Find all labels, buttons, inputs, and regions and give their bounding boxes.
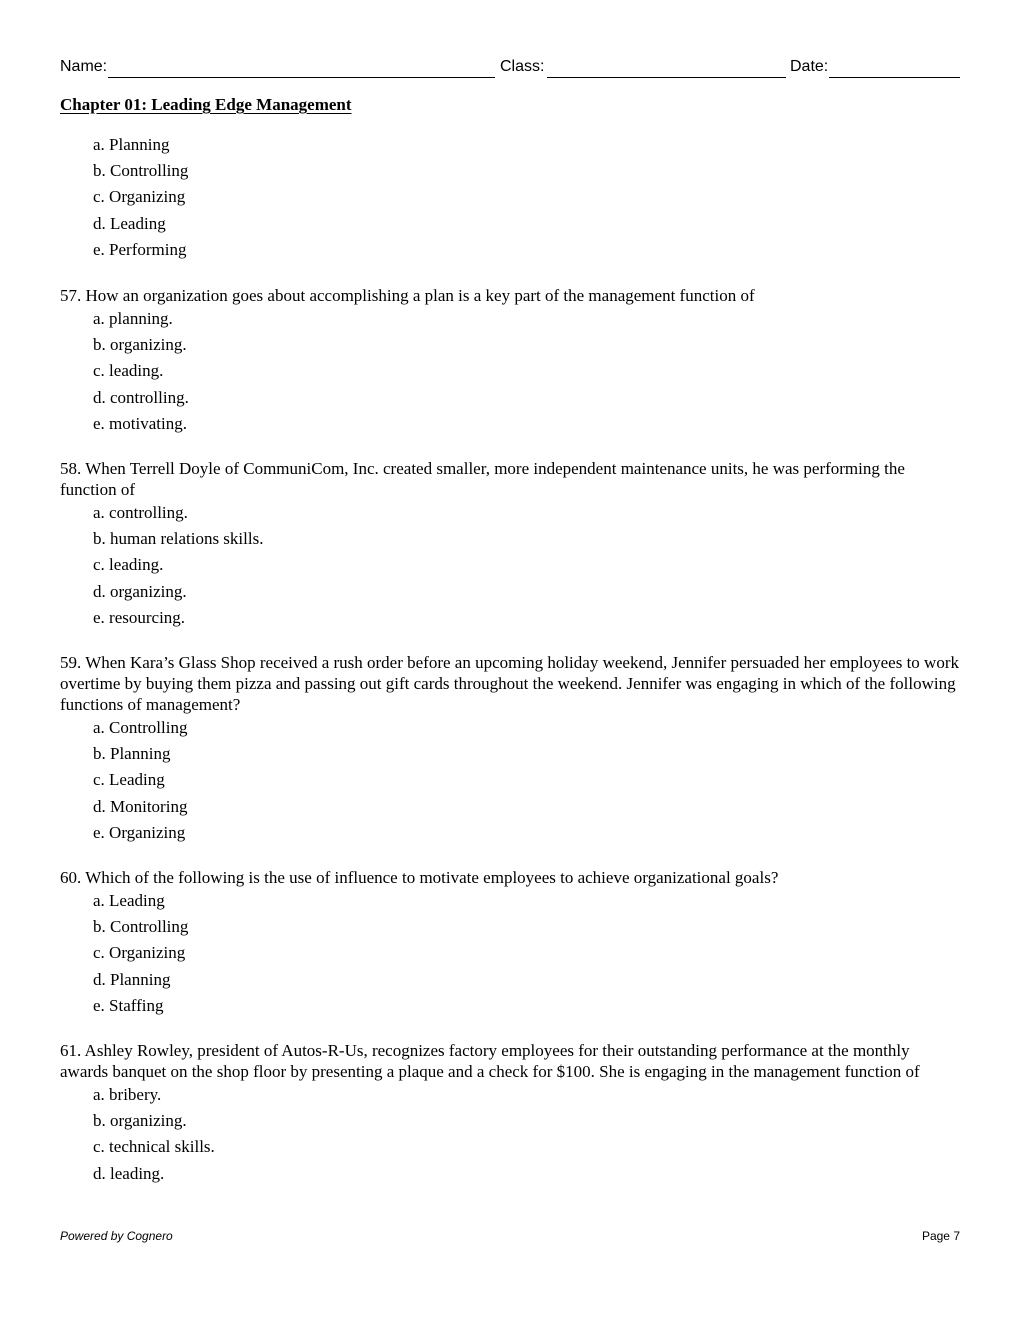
answer-option: e. Performing	[93, 239, 187, 259]
answer-option: a. Planning	[93, 135, 170, 154]
answer-option: b. Planning	[93, 744, 171, 764]
date-field[interactable]	[829, 77, 960, 78]
option-list	[93, 716, 960, 847]
question-59	[60, 652, 960, 847]
answer-option: d. controlling.	[93, 387, 189, 407]
class-field[interactable]	[547, 77, 786, 78]
answer-option: a. controlling.	[93, 503, 188, 522]
answer-option: d. Leading	[93, 213, 166, 233]
page-footer	[60, 1229, 960, 1245]
question-61	[60, 1040, 960, 1188]
answer-option: a. Leading	[93, 891, 165, 910]
worksheet-header	[60, 58, 960, 82]
question-stem: 57. How an organization goes about accomplishing a plan is a key part of the management function of	[60, 286, 755, 305]
class-label: Class:	[500, 58, 545, 75]
name-field[interactable]	[108, 77, 495, 78]
answer-option: b. Controlling	[93, 161, 189, 181]
answer-option: e. Organizing	[93, 822, 186, 842]
question-stem: 58. When Terrell Doyle of CommuniCom, Inc. created smaller, more independent maintenance units, he was performing the function of	[60, 459, 905, 499]
continued-option-list	[93, 133, 188, 264]
answer-option: a. Controlling	[93, 718, 188, 737]
name-label: Name:	[60, 58, 108, 75]
answer-option: c. Organizing	[93, 943, 186, 963]
answer-option: b. human relations skills.	[93, 529, 264, 549]
question-58	[60, 458, 960, 632]
answer-option: b. Controlling	[93, 917, 189, 937]
answer-option: d. Planning	[93, 969, 171, 989]
question-stem: 60. Which of the following is the use of influence to motivate employees to achieve organizational goals?	[60, 868, 779, 887]
answer-option: c. leading.	[93, 555, 164, 575]
date-label: Date:	[790, 58, 829, 75]
chapter-title: Chapter 01: Leading Edge Management	[60, 95, 352, 114]
option-list	[93, 307, 960, 438]
answer-option: d. Monitoring	[93, 796, 188, 816]
answer-option: c. Organizing	[93, 187, 186, 207]
question-stem: 61. Ashley Rowley, president of Autos-R-Us, recognizes factory employees for their outstanding performance at the monthly awards banquet on the shop floor by presenting a plaque and a check for $100. She is engaging in the management function of	[60, 1041, 920, 1081]
question-60	[60, 867, 960, 1020]
answer-option: b. organizing.	[93, 335, 187, 355]
answer-option: e. motivating.	[93, 413, 187, 433]
answer-option: c. technical skills.	[93, 1137, 215, 1157]
answer-option: e. Staffing	[93, 995, 164, 1015]
option-list	[93, 1083, 960, 1188]
answer-option: c. leading.	[93, 361, 164, 381]
answer-option: d. organizing.	[93, 581, 187, 601]
option-list	[93, 889, 960, 1020]
page-number: Page 7	[921, 1229, 960, 1243]
powered-by-label: Powered by Cognero	[60, 1229, 173, 1243]
answer-option: c. Leading	[93, 770, 165, 790]
answer-option: a. bribery.	[93, 1085, 162, 1104]
answer-option: a. planning.	[93, 309, 173, 328]
option-list	[93, 501, 960, 632]
answer-option: b. organizing.	[93, 1111, 187, 1131]
answer-option: e. resourcing.	[93, 607, 186, 627]
question-stem: 59. When Kara’s Glass Shop received a rush order before an upcoming holiday weekend, Jennifer persuaded her employees to work overtime by buying them pizza and passing out gift cards throughout the weekend. Jennifer was engaging in which of the following functions of management?	[60, 653, 959, 714]
question-57	[60, 285, 960, 438]
answer-option: d. leading.	[93, 1163, 165, 1183]
